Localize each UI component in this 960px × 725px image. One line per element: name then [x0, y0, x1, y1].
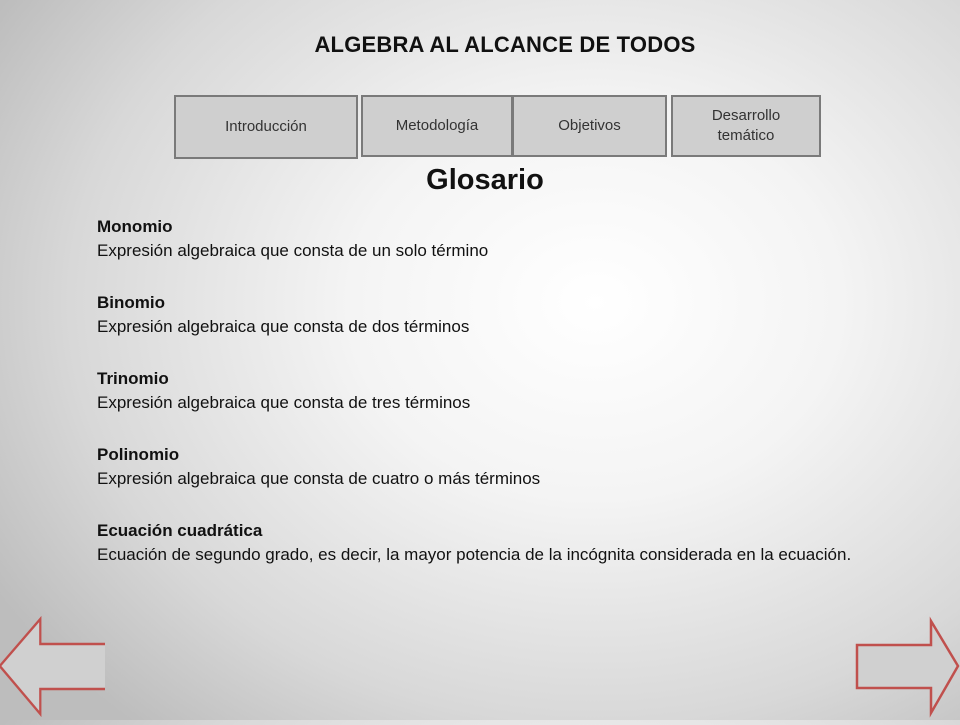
arrow-left-icon [0, 613, 105, 720]
glossary-term: Polinomio [97, 445, 180, 464]
glossary-term: Trinomio [97, 369, 169, 388]
nav-button-objetivos[interactable] [512, 95, 667, 157]
nav-button-objetivos-label: Objetivos [558, 117, 621, 134]
glossary-entry [97, 215, 857, 263]
glossary-entry [97, 367, 857, 415]
glossary-definition: Ecuación de segundo grado, es decir, la mayor potencia de la incógnita considerada en la ecuación. [97, 545, 852, 564]
nav-button-desarrollo-tematico[interactable] [671, 95, 821, 157]
page-title: ALGEBRA AL ALCANCE DE TODOS [314, 32, 696, 57]
glossary-entry [97, 291, 857, 339]
nav-button-metodologia[interactable] [361, 95, 513, 157]
nav-button-desarrollo-label [712, 106, 780, 146]
nav-button-desarrollo-line2: temático [717, 127, 775, 144]
glossary-definition: Expresión algebraica que consta de un solo término [97, 241, 489, 260]
glossary-list [97, 215, 857, 595]
nav-button-metodologia-label: Metodología [395, 117, 479, 134]
nav-button-desarrollo-line1: Desarrollo [711, 107, 781, 124]
glossary-entry [97, 443, 857, 491]
glossary-term: Monomio [97, 217, 173, 236]
previous-button[interactable] [0, 613, 105, 720]
nav-button-introduccion[interactable] [174, 95, 358, 159]
next-button[interactable] [855, 613, 960, 720]
glossary-definition: Expresión algebraica que consta de cuatro o más términos [97, 469, 541, 488]
glossary-entry [97, 519, 857, 567]
glossary-definition: Expresión algebraica que consta de dos términos [97, 317, 470, 336]
glossary-term: Binomio [97, 293, 165, 312]
glossary-definition: Expresión algebraica que consta de tres términos [97, 393, 471, 412]
section-title: Glosario [426, 164, 544, 196]
arrow-right-icon [855, 613, 960, 720]
nav-button-introduccion-label: Introducción [225, 118, 307, 135]
glossary-term: Ecuación cuadrática [97, 521, 263, 540]
